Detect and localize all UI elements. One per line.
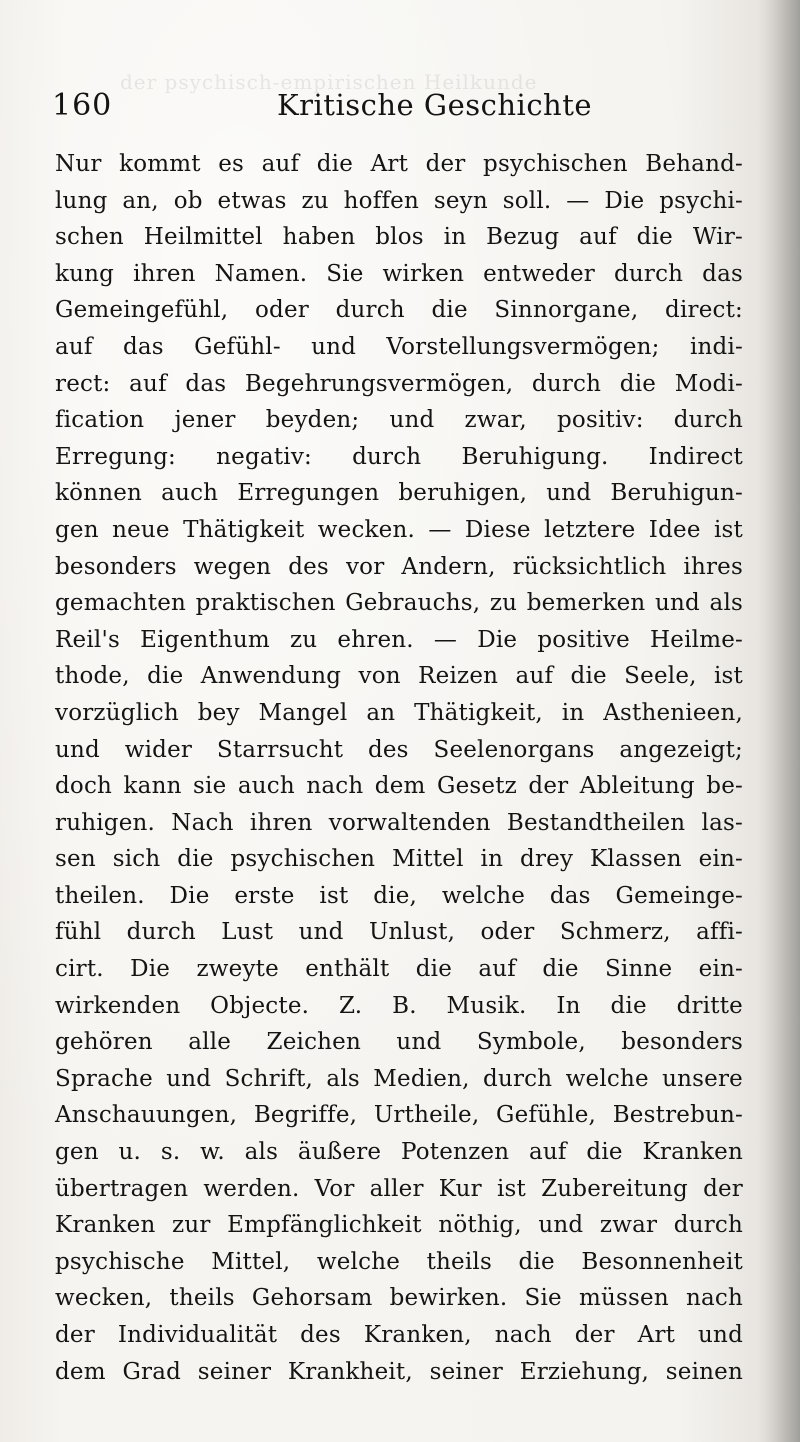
text-line: gen neue Thätigkeit wecken. — Diese letztere Idee ist (55, 516, 743, 543)
text-line: fühl durch Lust und Unlust, oder Schmerz, affi- (55, 919, 743, 946)
text-line: Sprache und Schrift, als Medien, durch welche unsere (55, 1065, 743, 1092)
text-line: theilen. Die erste ist die, welche das Gemeinge- (55, 882, 743, 909)
text-line: wecken, theils Gehorsam bewirken. Sie müssen nach (55, 1285, 743, 1312)
bleed-through-text: der psychisch-empirischen Heilkunde (120, 70, 538, 94)
text-line: übertragen werden. Vor aller Kur ist Zubereitung der (55, 1175, 743, 1202)
text-line: können auch Erregungen beruhigen, und Beruhigun- (55, 480, 743, 507)
text-line: thode, die Anwendung von Reizen auf die Seele, ist (55, 663, 743, 690)
text-line: psychische Mittel, welche theils die Besonnenheit (55, 1248, 743, 1275)
text-line: schen Heilmittel haben blos in Bezug auf die Wir- (55, 224, 743, 251)
page-number: 160 (52, 88, 113, 123)
text-line: Erregung: negativ: durch Beruhigung. Indirect (55, 443, 743, 470)
text-line: ruhigen. Nach ihren vorwaltenden Bestandtheilen las- (55, 809, 743, 836)
page-header (52, 88, 742, 128)
text-line: gemachten praktischen Gebrauchs, zu bemerken und als (55, 590, 743, 617)
body-text (55, 146, 743, 1390)
text-line: besonders wegen des vor Andern, rücksichtlich ihres (55, 553, 743, 580)
text-line: sen sich die psychischen Mittel in drey Klassen ein- (55, 846, 743, 873)
text-line: fication jener beyden; und zwar, positiv: durch (55, 407, 743, 434)
text-line: lung an, ob etwas zu hoffen seyn soll. — Die psychi- (55, 187, 743, 214)
running-head: Kritische Geschichte (277, 88, 593, 122)
text-line: gehören alle Zeichen und Symbole, besonders (55, 1029, 743, 1056)
text-line: wirkenden Objecte. Z. B. Musik. In die dritte (55, 992, 743, 1019)
text-line: cirt. Die zweyte enthält die auf die Sinne ein- (55, 956, 743, 983)
gutter-shadow (758, 0, 800, 1442)
text-line: auf das Gefühl- und Vorstellungsvermögen; indi- (55, 333, 743, 360)
text-line: rect: auf das Begehrungsvermögen, durch die Modi- (55, 370, 743, 397)
text-line: dem Grad seiner Krankheit, seiner Erziehung, seinen (55, 1358, 743, 1385)
text-line: Anschauungen, Begriffe, Urtheile, Gefühle, Bestrebun- (55, 1102, 743, 1129)
text-line: gen u. s. w. als äußere Potenzen auf die Kranken (55, 1139, 743, 1166)
text-line: Reil's Eigenthum zu ehren. — Die positive Heilme- (55, 626, 743, 653)
text-line: Kranken zur Empfänglichkeit nöthig, und zwar durch (55, 1212, 743, 1239)
text-line: und wider Starrsucht des Seelenorgans angezeigt; (55, 736, 743, 763)
text-line: doch kann sie auch nach dem Gesetz der Ableitung be- (55, 773, 743, 800)
text-line: Nur kommt es auf die Art der psychischen Behand- (55, 151, 743, 177)
text-line: Gemeingefühl, oder durch die Sinnorgane, direct: (55, 297, 743, 324)
text-line: kung ihren Namen. Sie wirken entweder durch das (55, 260, 743, 287)
text-line: vorzüglich bey Mangel an Thätigkeit, in Asthenieen, (55, 699, 743, 726)
text-line: der Individualität des Kranken, nach der Art und (55, 1322, 743, 1348)
